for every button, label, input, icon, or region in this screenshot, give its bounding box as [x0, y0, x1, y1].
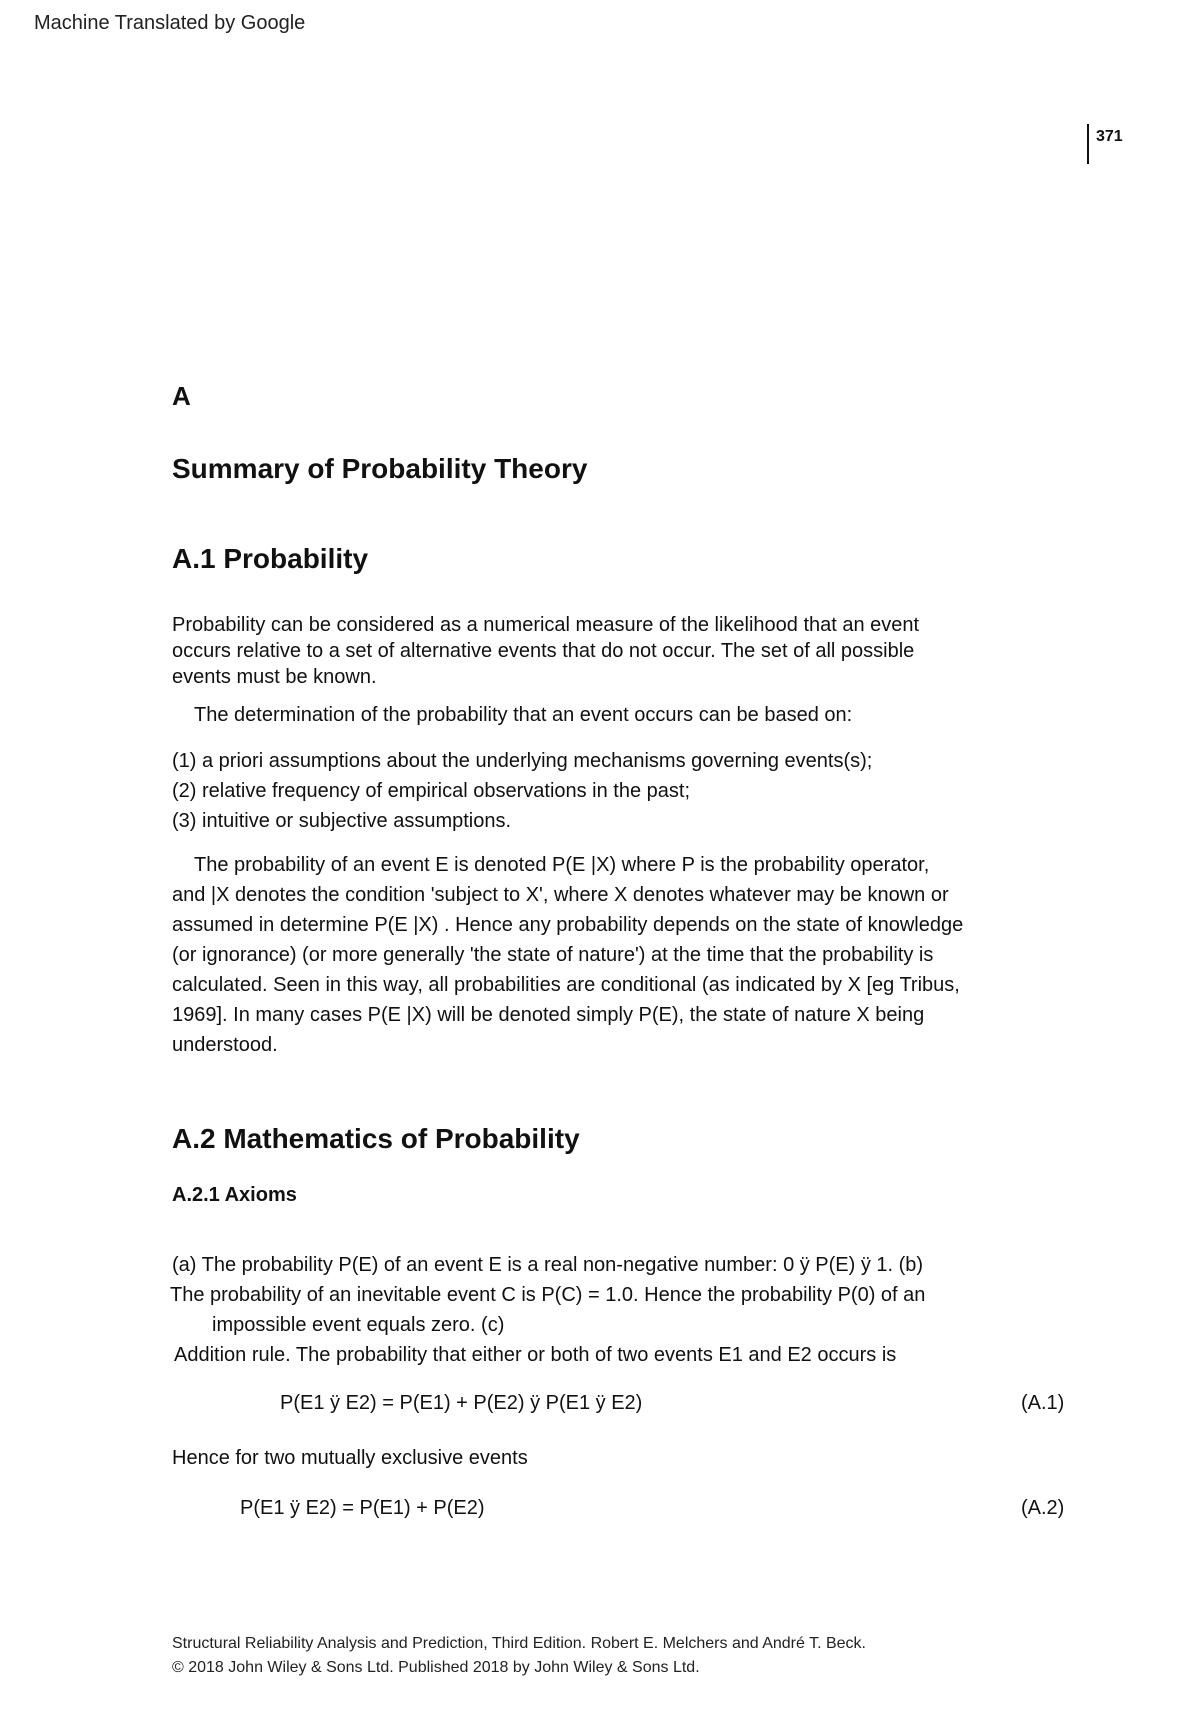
list-item: (1) a priori assumptions about the underlying mechanisms governing events(s); — [172, 750, 873, 772]
equation-a2-number: (A.2) — [1021, 1497, 1065, 1519]
page-number-rule — [1087, 124, 1089, 164]
paragraph-line: (or ignorance) (or more generally 'the state of nature') at the time that the probability is — [172, 944, 934, 966]
paragraph-definition — [172, 612, 919, 690]
paragraph-line: Probability can be considered as a numerical measure of the likelihood that an event — [172, 614, 920, 636]
equation-a1: P(E1 ÿ E2) = P(E1) + P(E2) ÿ P(E1 ÿ E2) — [280, 1392, 643, 1414]
axiom-c-line: Addition rule. The probability that either or both of two events E1 and E2 occurs is — [174, 1344, 897, 1366]
paragraph-notation — [172, 850, 963, 1060]
axiom-a-line: (a) The probability P(E) of an event E is a real non-negative number: 0 ÿ P(E) ÿ 1. (b) — [172, 1254, 924, 1276]
section-heading-a1: A.1 Probability — [172, 543, 369, 574]
paragraph-line: The probability of an event E is denoted P(E |X) where P is the probability operator, — [194, 854, 930, 876]
paragraph-line: understood. — [172, 1034, 278, 1056]
paragraph-line: occurs relative to a set of alternative events that do not occur. The set of all possible — [172, 640, 915, 662]
equation-a1-number: (A.1) — [1021, 1392, 1065, 1414]
paragraph-mutually-exclusive: Hence for two mutually exclusive events — [172, 1447, 528, 1469]
paragraph-line: and |X denotes the condition 'subject to X', where X denotes whatever may be known or — [172, 884, 949, 906]
basis-list — [172, 746, 872, 836]
list-item: (2) relative frequency of empirical observations in the past; — [172, 780, 691, 802]
chapter-title: Summary of Probability Theory — [172, 453, 588, 484]
footer-line: Structural Reliability Analysis and Prediction, Third Edition. Robert E. Melchers and André T. Beck. — [172, 1635, 866, 1652]
axiom-b-line: The probability of an inevitable event C is P(C) = 1.0. Hence the probability P(0) of an — [170, 1284, 926, 1306]
paragraph-line: assumed in determine P(E |X) . Hence any probability depends on the state of knowledge — [172, 914, 964, 936]
page-number: 371 — [1096, 128, 1123, 145]
paragraph-line: 1969]. In many cases P(E |X) will be denoted simply P(E), the state of nature X being — [172, 1004, 925, 1026]
subsection-heading-axioms: A.2.1 Axioms — [172, 1184, 297, 1206]
section-heading-a2: A.2 Mathematics of Probability — [172, 1123, 580, 1154]
watermark: Machine Translated by Google — [34, 12, 306, 34]
paragraph-determination: The determination of the probability that an event occurs can be based on: — [194, 704, 853, 726]
list-item: (3) intuitive or subjective assumptions. — [172, 810, 512, 832]
appendix-letter: A — [172, 381, 191, 411]
paragraph-line: calculated. Seen in this way, all probabilities are conditional (as indicated by X [eg Tribus, — [172, 974, 960, 996]
footer-citation — [172, 1632, 866, 1680]
footer-line: © 2018 John Wiley & Sons Ltd. Published 2018 by John Wiley & Sons Ltd. — [172, 1659, 700, 1676]
axiom-b-continuation: impossible event equals zero. (c) — [212, 1314, 505, 1336]
paragraph-line: events must be known. — [172, 666, 377, 688]
equation-a2: P(E1 ÿ E2) = P(E1) + P(E2) — [240, 1497, 485, 1519]
